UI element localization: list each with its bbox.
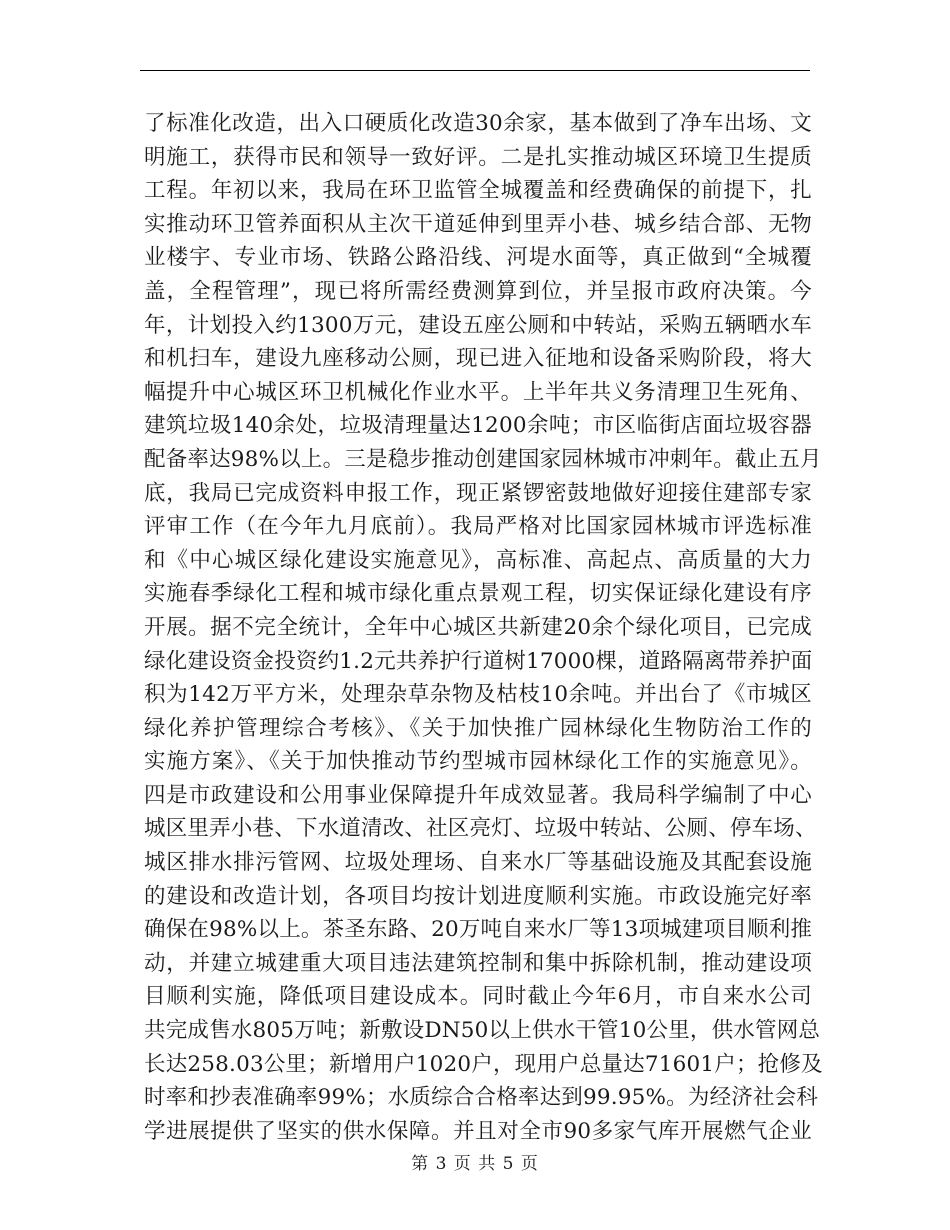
text-line: 实施方案》、《关于加快推动节约型城市园林绿化工作的实施意见》。 [144, 749, 812, 775]
text-line: 四是市政建设和公用事业保障提升年成效显著。我局科学编制了中心 [144, 782, 812, 808]
text-line: 评审工作（在今年九月底前）。我局严格对比国家园林城市评选标准 [144, 514, 812, 540]
text-line: 目顺利实施，降低项目建设成本。同时截止今年6月，市自来水公司 [144, 984, 812, 1010]
text-line: 建筑垃圾140余处，垃圾清理量达1200余吨；市区临街店面垃圾容器 [144, 413, 812, 439]
text-line: 开展。据不完全统计，全年中心城区共新建20余个绿化项目，已完成 [144, 614, 812, 640]
text-line: 的建设和改造计划，各项目均按计划进度顺利实施。市政设施完好率 [144, 883, 812, 909]
text-line: 了标准化改造，出入口硬质化改造30余家，基本做到了净车出场、文 [144, 111, 812, 136]
text-line: 配备率达98%以上。三是稳步推动创建国家园林城市冲刺年。截止五月 [144, 446, 822, 472]
text-line: 共完成售水805万吨；新敷设DN50以上供水干管10公里，供水管网总 [144, 1018, 821, 1044]
text-line: 业楼宇、专业市场、铁路公路沿线、河堤水面等，真正做到“全城覆 [144, 245, 812, 271]
text-line: 长达258.03公里；新增用户1020户，现用户总量达71601户；抢修及 [144, 1051, 823, 1077]
page-footer: 第 3 页 共 5 页 [411, 1154, 539, 1174]
text-line: 底，我局已完成资料申报工作，现正紧锣密鼓地做好迎接住建部专家 [144, 480, 812, 506]
text-line: 绿化养护管理综合考核》、《关于加快推广园林绿化生物防治工作的 [144, 715, 812, 741]
text-line: 明施工，获得市民和领导一致好评。二是扎实推动城区环境卫生提质 [144, 144, 812, 170]
text-line: 盖，全程管理”，现已将所需经费测算到位，并呈报市政府决策。今 [144, 278, 812, 304]
text-line: 实施春季绿化工程和城市绿化重点景观工程，切实保证绿化建设有序 [144, 581, 812, 607]
text-line: 城区里弄小巷、下水道清改、社区亮灯、垃圾中转站、公厕、停车场、 [144, 816, 817, 842]
text-line: 动，并建立城建重大项目违法建筑控制和集中拆除机制，推动建设项 [144, 950, 812, 976]
text-line: 积为142万平方米，处理杂草杂物及枯枝10余吨。并出台了《市城区 [144, 682, 812, 708]
text-line: 年，计划投入约1300万元，建设五座公厕和中转站，采购五辆晒水车 [144, 312, 812, 338]
text-line: 幅提升中心城区环卫机械化作业水平。上半年共义务清理卫生死角、 [144, 379, 812, 405]
text-line: 时率和抄表准确率99%；水质综合合格率达到99.95%。为经济社会科 [144, 1085, 819, 1111]
header-rule [140, 70, 810, 71]
text-line: 工程。年初以来，我局在环卫监管全城覆盖和经费确保的前提下，扎 [144, 178, 812, 204]
text-line: 和机扫车，建设九座移动公厕，现已进入征地和设备采购阶段，将大 [144, 346, 812, 372]
text-line: 绿化建设资金投资约1.2元共养护行道树17000棵，道路隔离带养护面 [144, 648, 813, 674]
text-line: 确保在98%以上。茶圣东路、20万吨自来水厂等13项城建项目顺利推 [144, 917, 813, 943]
document-body [144, 107, 823, 1148]
text-line: 城区排水排污管网、垃圾处理场、自来水厂等基础设施及其配套设施 [144, 850, 812, 876]
text-line: 和《中心城区绿化建设实施意见》，高标准、高起点、高质量的大力 [144, 547, 812, 573]
text-line: 学进展提供了坚实的供水保障。并且对全市90多家气库开展燃气企业 [144, 1118, 812, 1144]
text-line: 实推动环卫管养面积从主次干道延伸到里弄小巷、城乡结合部、无物 [144, 211, 812, 237]
